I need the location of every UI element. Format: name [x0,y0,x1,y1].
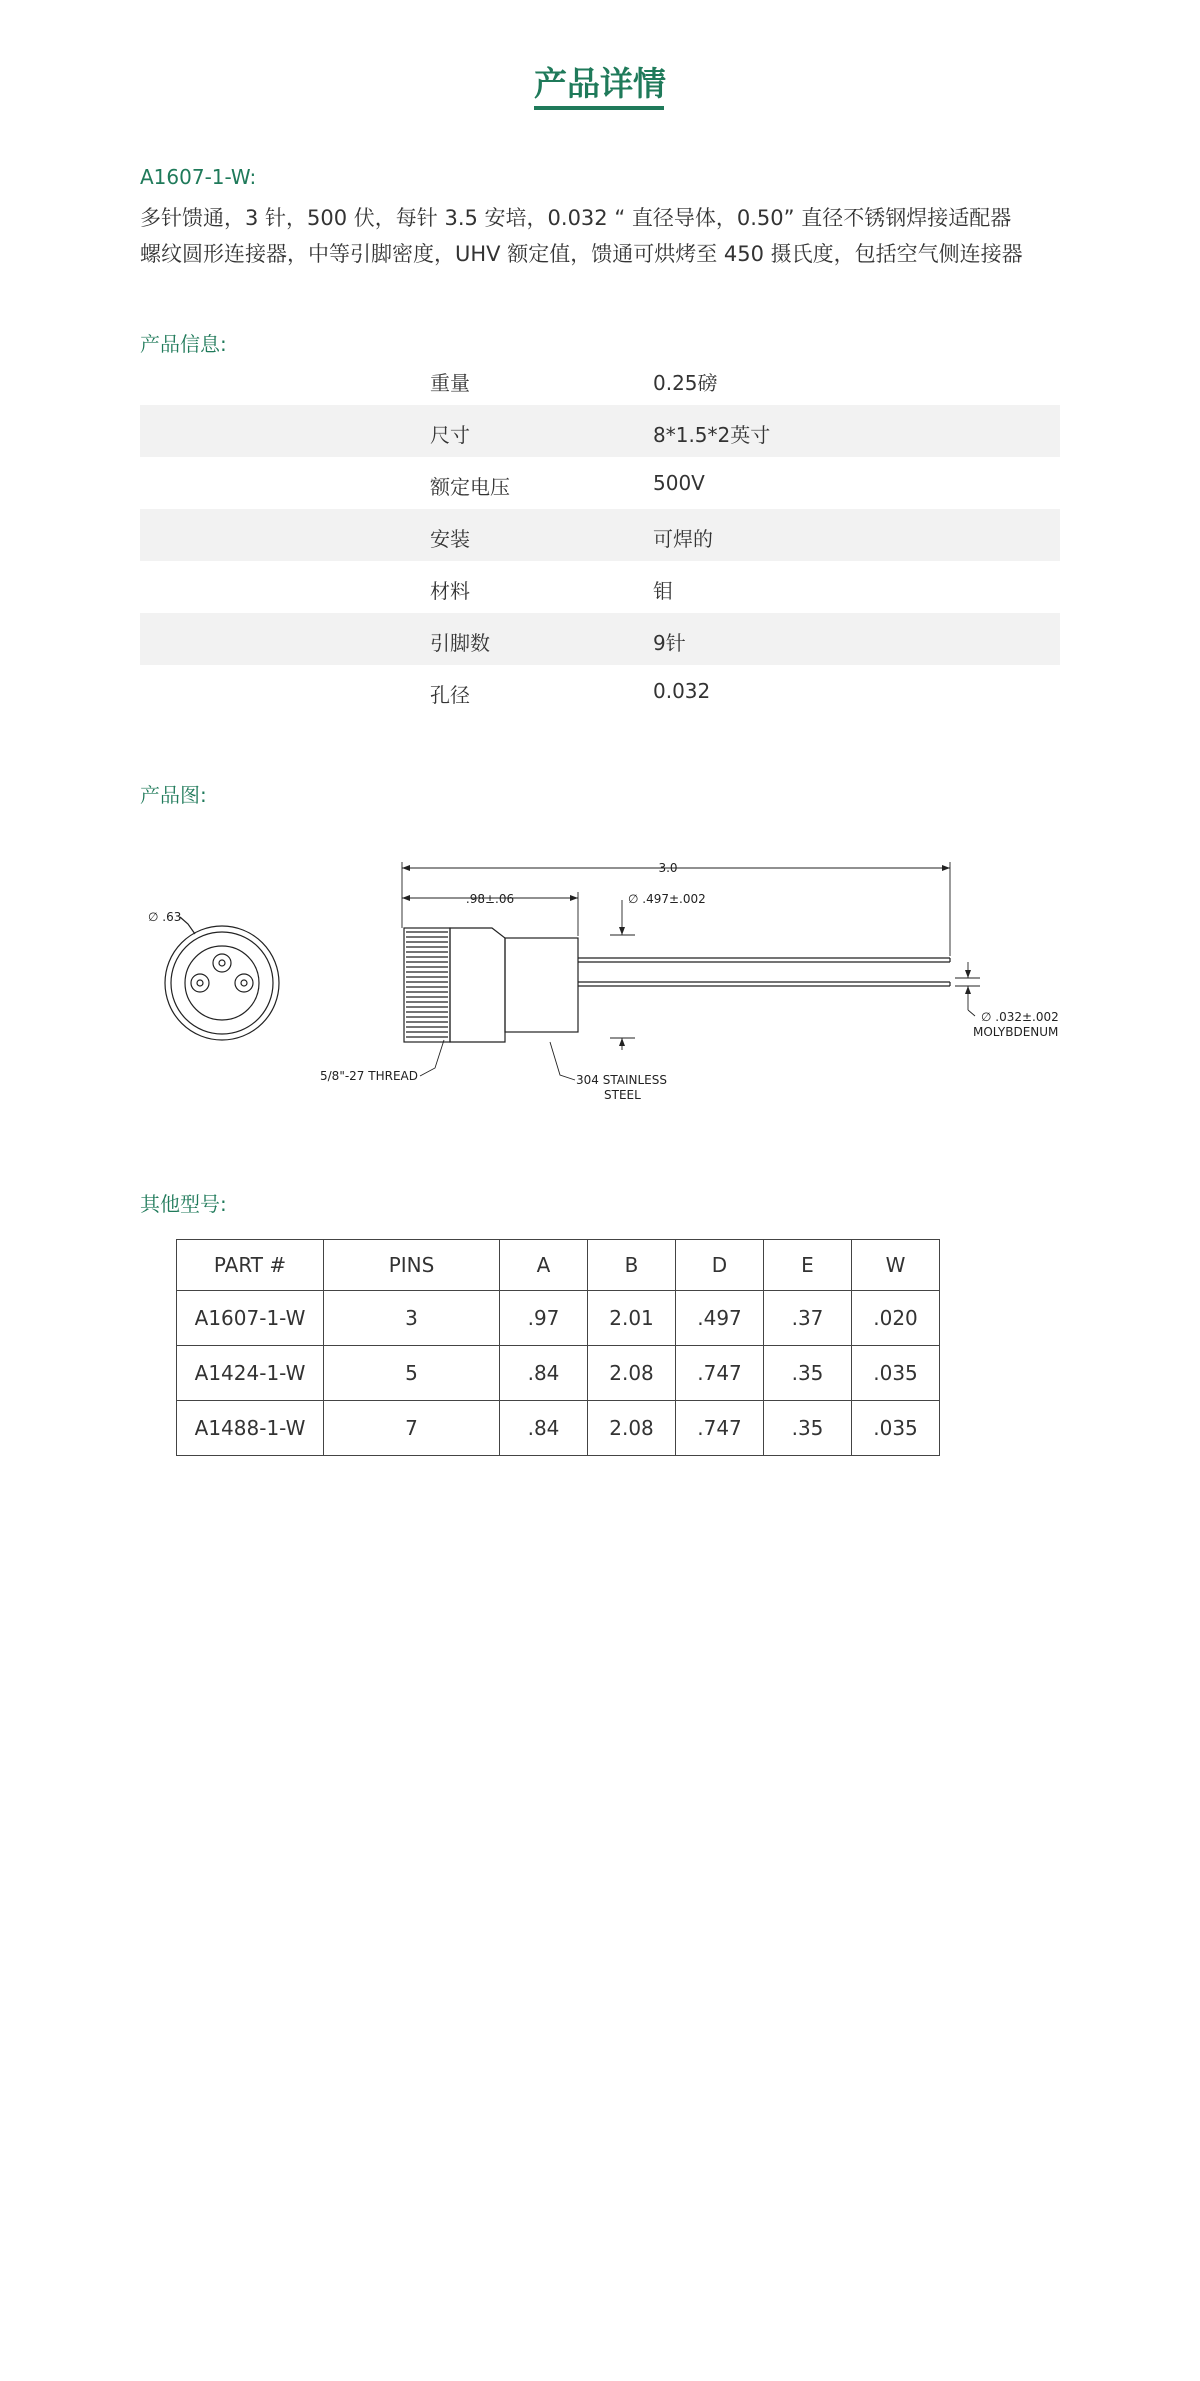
product-info-heading: 产品信息: [140,332,227,356]
table-cell: A1424-1-W [177,1346,324,1401]
spec-row [140,353,1060,405]
table-cell: 2.08 [588,1346,676,1401]
spec-row [140,405,1060,457]
spec-row [140,509,1060,561]
table-cell: .84 [500,1401,588,1456]
body-material-label-2: STEEL [604,1088,641,1102]
table-row [177,1346,940,1401]
table-cell: .747 [676,1346,764,1401]
overall-length-label: 3.0 [658,861,678,875]
column-header: PINS [324,1240,500,1291]
table-cell: .35 [764,1401,852,1456]
table-cell: 5 [324,1346,500,1401]
column-header: E [764,1240,852,1291]
description-line-1: 多针馈通，3 针，500 伏，每针 3.5 安培，0.032 “ 直径导体，0.50” 直径不锈钢焊接适配器 [140,206,1012,230]
spec-value: 500V [653,471,705,495]
body-material-label-1: 304 STAINLESS [576,1073,667,1087]
column-header: PART # [177,1240,324,1291]
connector-body [450,928,578,1042]
table-cell: .35 [764,1346,852,1401]
spec-value: 0.032 [653,679,711,703]
spec-key: 引脚数 [430,631,490,655]
diameter-label: ∅ .63 [148,910,182,924]
table-row [177,1291,940,1346]
conductor-material-label: MOLYBDENUM [973,1025,1059,1039]
spec-row [140,561,1060,613]
column-header: B [588,1240,676,1291]
table-cell: .020 [852,1291,940,1346]
thread-label: 5/8"-27 THREAD [320,1069,418,1083]
column-header: D [676,1240,764,1291]
table-cell: 2.01 [588,1291,676,1346]
part-number-label: A1607-1-W: [140,165,257,189]
conductor-pins [578,958,950,986]
table-cell: 2.08 [588,1401,676,1456]
table-cell: .97 [500,1291,588,1346]
table-cell: .035 [852,1346,940,1401]
conductor-label: ∅ .032±.002 [981,1010,1059,1024]
table-cell: 3 [324,1291,500,1346]
flange-length-label: .98±.06 [465,892,515,906]
spec-key: 安装 [430,527,470,551]
table-cell: .747 [676,1401,764,1456]
pin-spacing-label: ∅ .497±.002 [628,892,706,906]
end-view [165,917,279,1040]
table-cell: .035 [852,1401,940,1456]
product-info-table [140,353,1060,717]
spec-key: 额定电压 [430,475,510,499]
table-cell: A1607-1-W [177,1291,324,1346]
table-cell: .37 [764,1291,852,1346]
product-drawing-heading: 产品图: [140,783,207,807]
description-line-2: 螺纹圆形连接器，中等引脚密度，UHV 额定值，馈通可烘烤至 450 摄氏度，包括空气侧连接器 [140,242,1023,266]
table-cell: A1488-1-W [177,1401,324,1456]
column-header: W [852,1240,940,1291]
spec-row [140,457,1060,509]
spec-key: 孔径 [430,683,470,707]
spec-key: 材料 [430,579,470,603]
spec-value: 9针 [653,631,686,655]
spec-key: 尺寸 [430,423,470,447]
spec-value: 0.25磅 [653,371,718,395]
table-cell: .497 [676,1291,764,1346]
table-row [177,1401,940,1456]
page-title: 产品详情 [534,64,666,103]
spec-key: 重量 [430,371,470,395]
spec-value: 8*1.5*2英寸 [653,423,771,447]
other-models-table [176,1239,940,1456]
other-models-heading: 其他型号: [140,1192,227,1216]
product-technical-drawing [140,840,1080,1110]
thread-section [404,928,450,1042]
table-cell: 7 [324,1401,500,1456]
table-cell: .84 [500,1346,588,1401]
spec-value: 可焊的 [653,527,713,551]
spec-value: 钼 [653,579,673,603]
table-header-row [177,1240,940,1291]
spec-row [140,665,1060,717]
column-header: A [500,1240,588,1291]
spec-row [140,613,1060,665]
title-underline [534,106,664,110]
